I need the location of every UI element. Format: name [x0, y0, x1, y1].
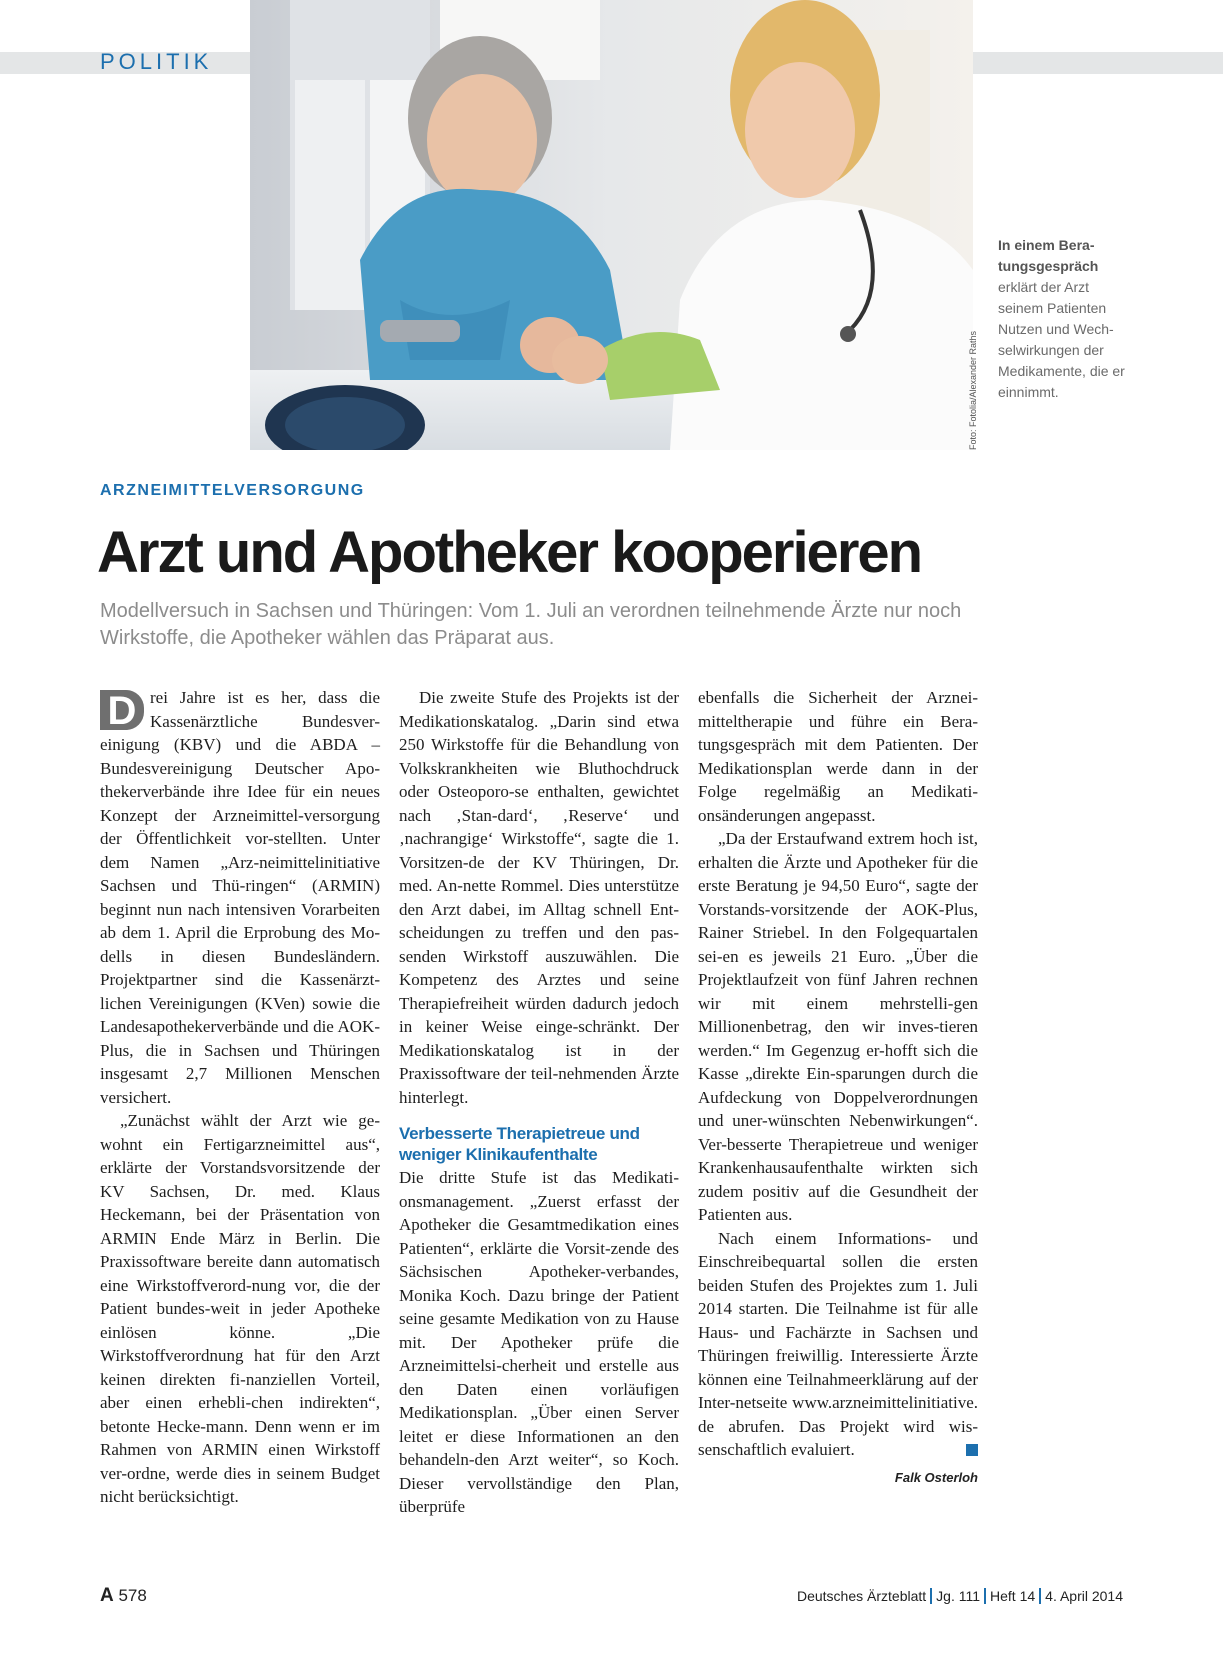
section-bar	[973, 52, 1223, 74]
photo-caption	[998, 235, 1133, 403]
article-headline: Arzt und Apotheker kooperieren	[97, 520, 922, 585]
publication-info	[797, 1588, 1123, 1604]
dropcap: D	[100, 690, 144, 730]
article-kicker: ARZNEIMITTELVERSORGUNG	[100, 482, 365, 499]
journal-issue: Heft 14	[990, 1588, 1036, 1604]
section-label: POLITIK	[100, 49, 213, 74]
caption-text: erklärt der Arzt seinem Patienten Nutzen und Wech-selwirkungen der Medikamente, die er einnimmt.	[998, 279, 1125, 400]
separator	[930, 1588, 932, 1604]
text-column-1	[100, 686, 380, 1509]
separator	[1039, 1588, 1041, 1604]
page-number	[100, 1585, 147, 1607]
paragraph: „Zunächst wählt der Arzt wie ge-wohnt ein Fertigarzneimittel aus“, erklärte der Vorstandsvorsitzende der KV Sachsen, Dr. med. Klaus Heckemann, bei der Präsentation von ARMIN Ende März in Berlin. Die Praxissoftware bereite dann automatisch eine Wirkstoffverord-nung vor, die der Patient bundes-weit in jeder Apotheke einlösen könne. „Die Wirkstoffverordnung hat für den Arzt keinen direkten fi-nanziellen Vorteil, aber einen erhebli-chen indirekten“, betonte Hecke-mann. Denn wenn er im Rahmen von ARMIN einen Wirkstoff ver-ordne, werde dies in seinem Budget nicht berücksichtigt.	[100, 1111, 380, 1506]
paragraph: „Da der Erstaufwand extrem hoch ist, erhalten die Ärzte und Apotheker für die erste Beratung je 94,50 Euro“, sagte der Vorstands-vorsitzende der AOK-Plus, Rainer Striebel. In den Folgequartalen sei-en es jeweils 21 Euro. „Über die Projektlaufzeit von fünf Jahren rechnen wir mit einem mehrstelli-gen Millionenbetrag, den wir inves-tieren werden.“ Im Gegenzug er-hofft sich die Kasse „direkte Ein-sparungen durch die Aufdeckung von Doppelverordnungen und uner-wünschten Nebenwirkungen“. Ver-besserte Therapietreue und weniger Krankenhausaufenthalte wirkten sich zudem positiv auf die Gesundheit der Patienten aus.	[698, 829, 978, 1224]
paragraph: Die zweite Stufe des Projekts ist der Medikationskatalog. „Darin sind etwa 250 Wirkstoffe für die Behandlung von Volkskrankheiten wie Bluthochdruck oder Osteoporo-se enthalten, gewichtet nach ‚Stan-dard‘, ‚Reserve‘ und ‚nachrangige‘ Wirkstoffe“, sagte die 1. Vorsitzen-de der KV Thüringen, Dr. med. An-nette Rommel. Dies unterstütze den Arzt dabei, im Alltag schnell Ent-scheidungen zu treffen und den pas-senden Wirkstoff auszuwählen. Die Kompetenz des Arztes und seine Therapiefreiheit würden dadurch jedoch in keiner Weise einge-schränkt. Der Medikationskatalog ist in der Praxissoftware der teil-nehmenden Ärzte hinterlegt.	[399, 688, 679, 1107]
journal-volume: Jg. 111	[936, 1588, 981, 1604]
end-mark-icon	[966, 1444, 978, 1456]
paragraph: Nach einem Informations- und Einschreibequartal sollen die ersten beiden Stufen des Projektes zum 1. Juli 2014 starten. Die Teilnahme ist für alle Haus- und Fachärzte in Sachsen und Thüringen freiwillig. Interessierte Ärzte können eine Teilnahmeerklärung auf der Inter-netseite www.arzneimittelinitiative. de abrufen. Das Projekt wird wis-senschaftlich evaluiert.	[698, 1228, 978, 1459]
journal-name: Deutsches Ärzteblatt	[796, 1588, 927, 1604]
paragraph: ebenfalls die Sicherheit der Arznei-mitteltherapie und führe ein Bera-tungsgespräch mit dem Patienten. Der Medikationsplan werde dann in der Folge regelmäßig an Medikati-onsänderungen angepasst.	[698, 688, 978, 825]
article-subheading: Verbesserte Therapietreue und weniger Klinikaufenthalte	[399, 1124, 640, 1164]
separator	[984, 1588, 986, 1604]
page-prefix: A	[100, 1585, 114, 1606]
article-photo	[250, 0, 973, 450]
paragraph: rei Jahre ist es her, dass die Kassenärztliche Bundesver-einigung (KBV) und die ABDA – Bundesvereinigung Deutscher Apo-thekerverbände ihre Idee für ein neues Konzept der Arzneimittel-versorgung der Öffentlichkeit vor-stellten. Unter dem Namen „Arz-neimittelinitiative Sachsen und Thü-ringen“ (ARMIN) beginnt nun nach intensiven Vorarbeiten ab dem 1. April die Erprobung des Mo-dells in diesen Bundesländern. Projektpartner sind die Kassenärzt-lichen Vereinigungen (KVen) sowie die Landesapothekerverbände und die AOK-Plus, die in Sachsen und Thüringen insgesamt 2,7 Millionen Menschen versichert.	[100, 688, 380, 1107]
article-subhead: Modellversuch in Sachsen und Thüringen: Vom 1. Juli an verordnen teilnehmende Ärzte nur noch Wirkstoffe, die Apotheker wählen das Präparat aus.	[100, 600, 962, 649]
author-byline: Falk Osterloh	[894, 1469, 978, 1485]
text-column-2	[399, 686, 679, 1519]
text-column-3	[698, 686, 978, 1489]
caption-lead: In einem Bera-tungsgespräch	[998, 237, 1099, 274]
photo-credit: Foto: Fotolia/Alexander Raths	[968, 330, 978, 450]
paragraph: Die dritte Stufe ist das Medikati-onsmanagement. „Zuerst erfasst der Apotheker die Gesamtmedikation eines Patienten“, erklärte die Vorsit-zende des Sächsischen Apotheker-verbandes, Monika Koch. Dazu bringe der Patient seine gesamte Medikation von zu Hause mit. Der Apotheker prüfe die Arzneimittelsi-cherheit und erstelle aus den Daten einen vorläufigen Medikationsplan. „Über einen Server leitet er diese Informationen an den behandeln-den Arzt weiter“, so Koch. Dieser vervollständige den Plan, überprüfe	[399, 1168, 679, 1516]
journal-date: 4. April 2014	[1045, 1588, 1123, 1604]
page-number-value: 578	[118, 1586, 147, 1605]
